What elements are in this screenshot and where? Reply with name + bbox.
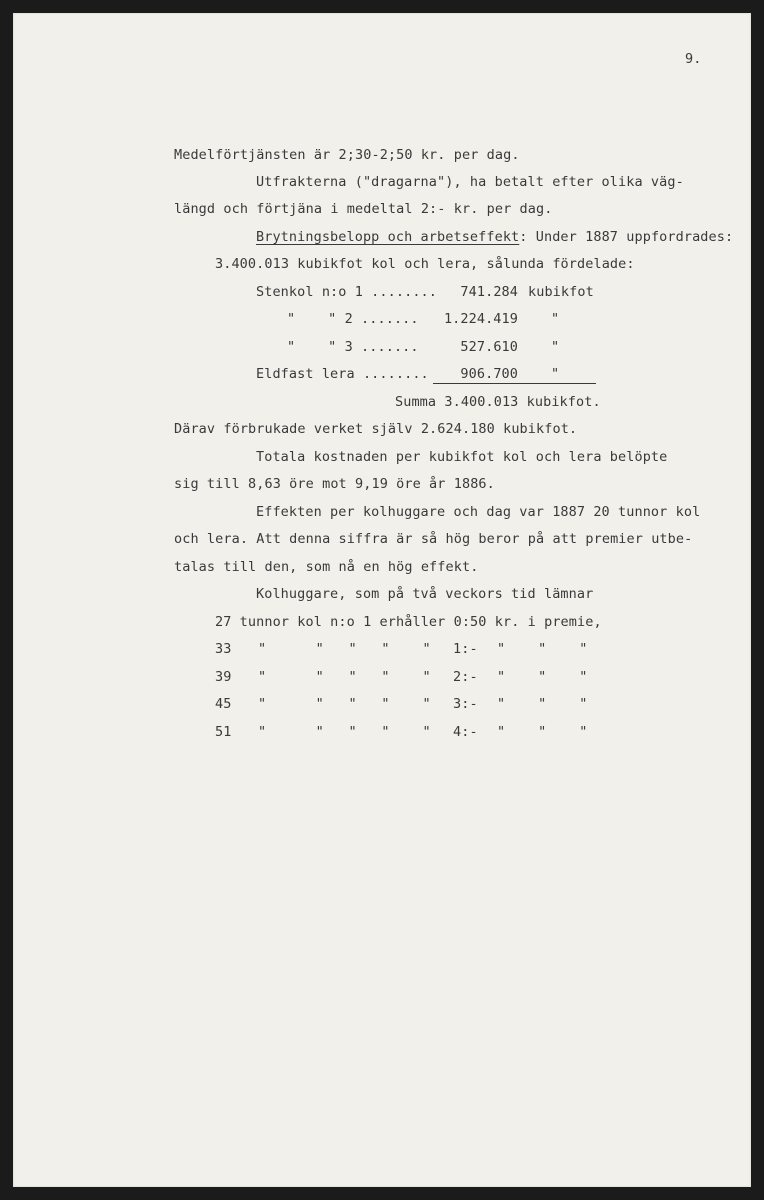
premium-amount: 1:- <box>453 641 478 657</box>
production-value: 906.700 <box>460 366 518 382</box>
paragraph-earnings: Medelförtjänsten är 2;30-2;50 kr. per dag. <box>174 147 520 163</box>
premium-amount: 2:- <box>453 669 478 685</box>
premium-ditto-tail: " " " <box>497 724 588 740</box>
premium-amount: 3:- <box>453 696 478 712</box>
page-number: 9. <box>685 51 702 67</box>
premium-ditto-tail: " " " <box>497 669 588 685</box>
paragraph-miners: Kolhuggare, som på två veckors tid lämnar <box>256 586 594 602</box>
document-page <box>13 13 751 1187</box>
premium-qty: 45 <box>215 696 232 712</box>
paragraph-effect-line3: talas till den, som nå en hög effekt. <box>174 559 479 575</box>
production-label: " " 3 ....... <box>287 339 419 355</box>
paragraph-cost-line2: sig till 8,63 öre mot 9,19 öre år 1886. <box>174 476 495 492</box>
section-heading-line <box>256 229 733 245</box>
production-value: 1.224.419 <box>443 311 518 327</box>
paragraph-consumed: Därav förbrukade verket själv 2.624.180 kubikfot. <box>174 421 578 437</box>
production-unit: " <box>551 339 560 355</box>
paragraph-total-extracted: 3.400.013 kubikfot kol och lera, sålunda fördelade: <box>215 256 635 272</box>
premium-qty: 39 <box>215 669 232 685</box>
premium-qty: 33 <box>215 641 232 657</box>
production-value: 741.284 <box>460 284 518 300</box>
paragraph-effect-line2: och lera. Att denna siffra är så hög beror på att premier utbe- <box>174 531 693 547</box>
premium-ditto-tail: " " " <box>497 641 588 657</box>
section-heading-rest: : Under 1887 uppfordrades: <box>519 229 734 245</box>
premium-ditto: " " " " " <box>258 669 431 685</box>
premium-ditto: " " " " " <box>258 641 431 657</box>
section-heading: Brytningsbelopp och arbetseffekt <box>256 229 520 245</box>
premium-ditto: " " " " " <box>258 724 431 740</box>
premium-ditto-tail: " " " <box>497 696 588 712</box>
production-label: Stenkol n:o 1 ........ <box>256 284 438 300</box>
paragraph-haulers-line2: längd och förtjäna i medeltal 2:- kr. per dag. <box>174 201 553 217</box>
premium-amount: 4:- <box>453 724 478 740</box>
production-label: " " 2 ....... <box>287 311 419 327</box>
production-unit: " <box>551 311 560 327</box>
sum-line: Summa 3.400.013 kubikfot. <box>395 394 601 410</box>
paragraph-haulers-line1: Utfrakterna ("dragarna"), ha betalt efter olika väg- <box>256 174 684 190</box>
production-unit: kubikfot <box>528 284 594 300</box>
premium-first-line: 27 tunnor kol n:o 1 erhåller 0:50 kr. i premie, <box>215 614 602 630</box>
paragraph-effect-line1: Effekten per kolhuggare och dag var 1887 20 tunnor kol <box>256 504 701 520</box>
premium-qty: 51 <box>215 724 232 740</box>
paragraph-cost-line1: Totala kostnaden per kubikfot kol och lera belöpte <box>256 449 668 465</box>
production-label: Eldfast lera ........ <box>256 366 429 382</box>
sum-underline <box>433 383 596 384</box>
premium-ditto: " " " " " <box>258 696 431 712</box>
production-value: 527.610 <box>460 339 518 355</box>
production-unit: " <box>551 366 560 382</box>
